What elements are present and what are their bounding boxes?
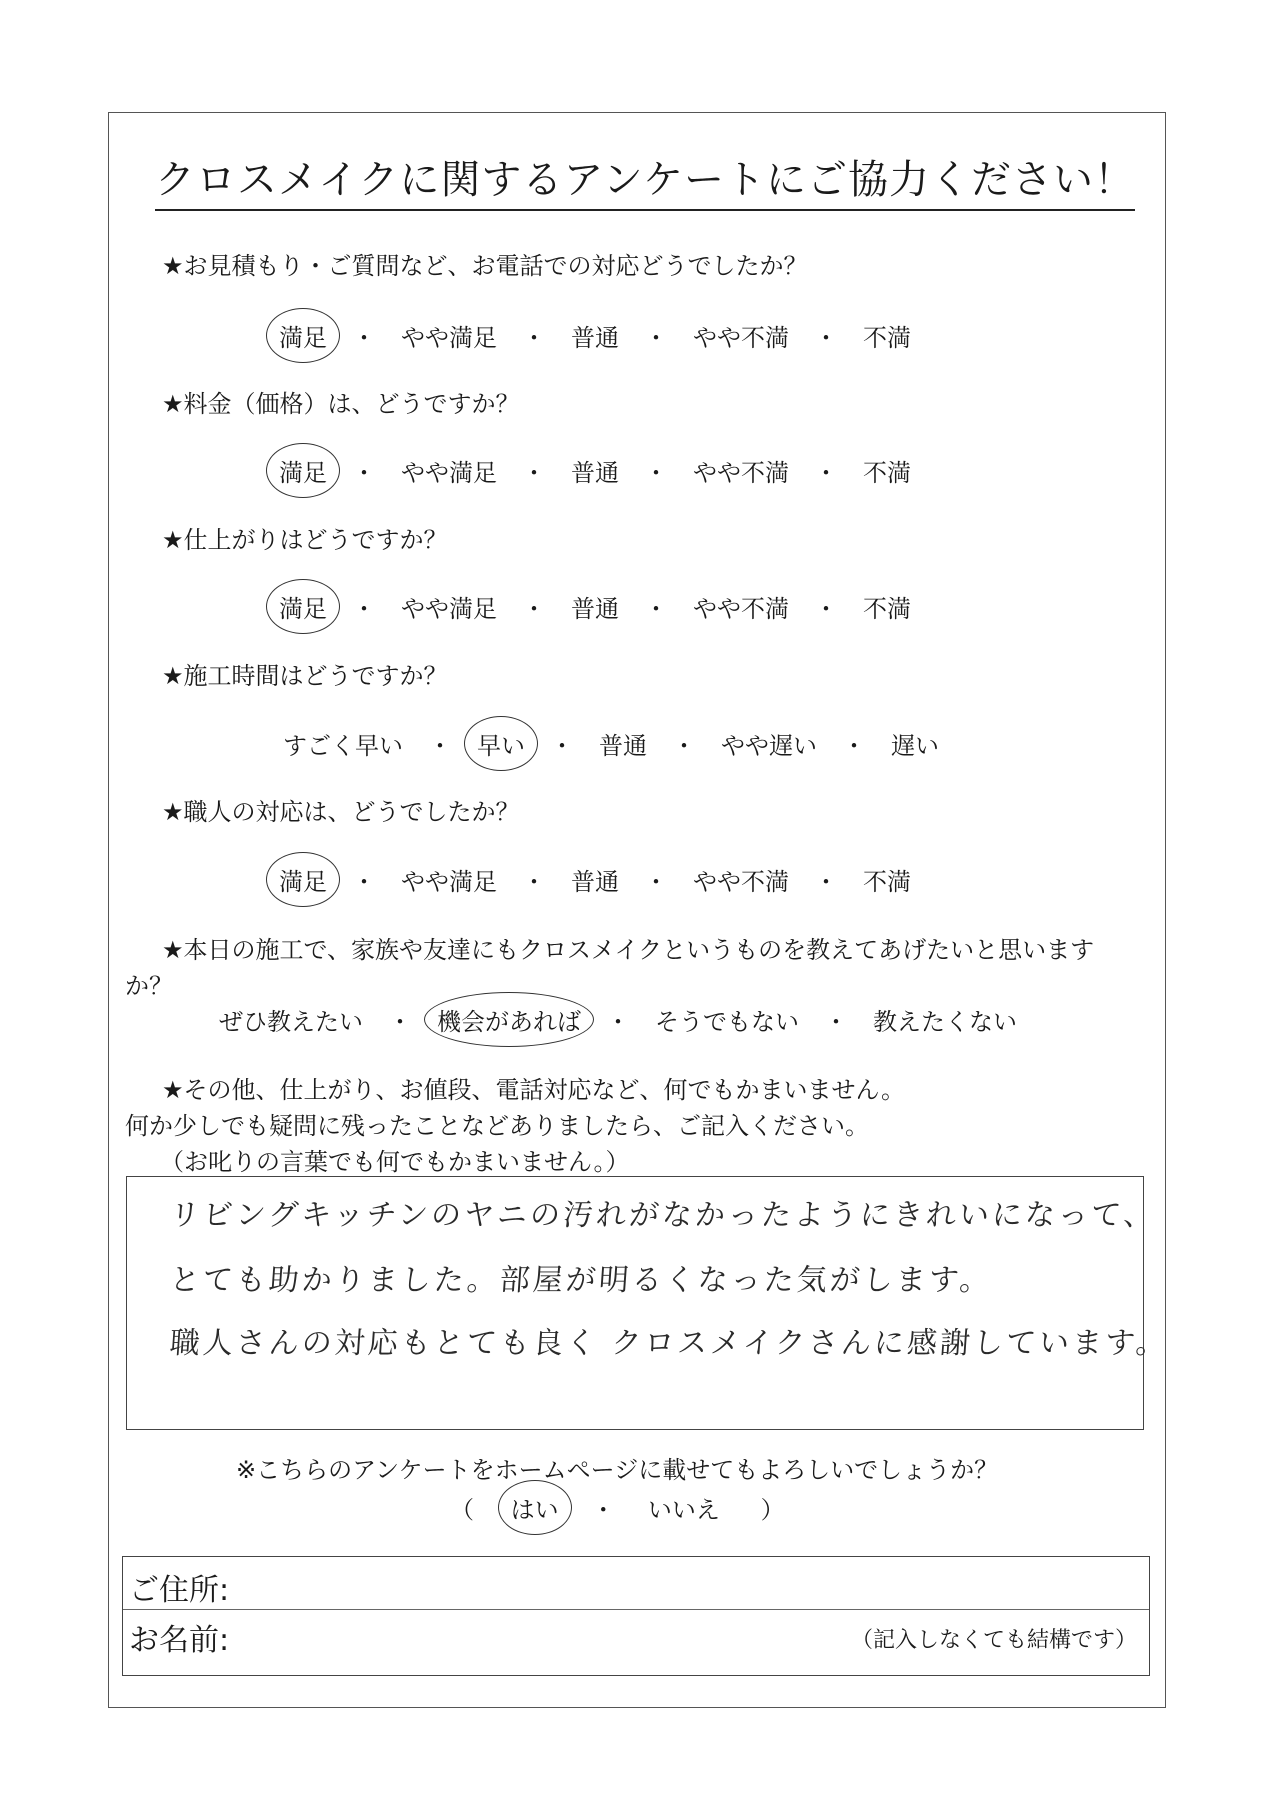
publish-option-yes[interactable]: はい: [508, 1490, 562, 1525]
handwritten-comment-line2: とても助かりました。部屋が明るくなった気がします。: [168, 1263, 994, 1298]
options-craftsman-response: [276, 862, 914, 897]
option-4-0-selected[interactable]: 満足: [276, 862, 330, 897]
separator-dot: ・: [644, 595, 668, 623]
option-2-2[interactable]: 普通: [571, 595, 619, 623]
info-divider: [123, 1609, 1149, 1610]
option-3-0[interactable]: すごく早い: [283, 732, 403, 760]
options-price: [276, 453, 914, 488]
handwritten-comment-line3: 職人さんの対応もとても良く クロスメイクさんに感謝しています。: [168, 1326, 1170, 1361]
publish-open-paren: （: [450, 1496, 474, 1524]
option-3-1-selected[interactable]: 早い: [474, 726, 528, 761]
option-3-2[interactable]: 普通: [599, 732, 647, 760]
options-finish: [276, 589, 914, 624]
option-3-3[interactable]: やや遅い: [721, 732, 817, 760]
option-1-2[interactable]: 普通: [571, 459, 619, 487]
address-label: ご住所:: [129, 1573, 230, 1608]
option-4-1[interactable]: やや満足: [401, 868, 497, 896]
option-5-1-selected[interactable]: 機会があれば: [434, 1002, 584, 1037]
question-finish: ★仕上がりはどうですか？: [162, 526, 448, 554]
separator-dot: ・: [814, 459, 838, 487]
separator-dot: ・: [388, 1008, 412, 1036]
separator-dot: ・: [522, 868, 546, 896]
comments-prompt-note: （お叱りの言葉でも何でもかまいません。）: [160, 1148, 630, 1176]
options-construction-time: [280, 726, 942, 761]
separator-dot: ・: [352, 595, 376, 623]
separator-dot: ・: [352, 324, 376, 352]
option-2-4[interactable]: 不満: [863, 595, 911, 623]
option-1-4[interactable]: 不満: [863, 459, 911, 487]
question-phone-response: ★お見積もり・ご質問など、お電話での対応どうでしたか？: [162, 252, 808, 280]
publish-close-paren: ）: [760, 1496, 785, 1524]
option-0-1[interactable]: やや満足: [401, 324, 497, 352]
publish-options: [450, 1490, 785, 1525]
separator-dot: ・: [644, 324, 668, 352]
question-construction-time: ★施工時間はどうですか？: [162, 662, 448, 690]
option-5-2[interactable]: そうでもない: [655, 1008, 799, 1036]
question-recommend: ★本日の施工で、家族や友達にもクロスメイクというものを教えてあげたいと思います: [162, 936, 1095, 964]
separator-dot: ・: [842, 732, 866, 760]
option-0-2[interactable]: 普通: [571, 324, 619, 352]
option-0-3[interactable]: やや不満: [693, 324, 789, 352]
option-3-4[interactable]: 遅い: [891, 732, 939, 760]
survey-title: クロスメイクに関するアンケートにご協力ください！: [155, 148, 1135, 211]
publish-option-no[interactable]: いいえ: [647, 1496, 720, 1524]
option-2-1[interactable]: やや満足: [401, 595, 497, 623]
option-4-4[interactable]: 不満: [863, 868, 911, 896]
separator-dot: ・: [591, 1496, 616, 1524]
contact-info-box: [122, 1556, 1150, 1676]
option-1-0-selected[interactable]: 満足: [276, 453, 330, 488]
separator-dot: ・: [644, 459, 668, 487]
option-0-0-selected[interactable]: 満足: [276, 318, 330, 353]
option-1-1[interactable]: やや満足: [401, 459, 497, 487]
optional-note: （記入しなくても結構です）: [850, 1628, 1137, 1653]
separator-dot: ・: [522, 324, 546, 352]
publish-question: ※こちらのアンケートをホームページに載せてもよろしいでしょうか？: [236, 1456, 999, 1484]
question-price: ★料金（価格）は、どうですか？: [162, 390, 520, 418]
separator-dot: ・: [428, 732, 452, 760]
option-1-3[interactable]: やや不満: [693, 459, 789, 487]
separator-dot: ・: [522, 595, 546, 623]
separator-dot: ・: [644, 868, 668, 896]
separator-dot: ・: [672, 732, 696, 760]
name-label: お名前:: [129, 1623, 230, 1658]
separator-dot: ・: [522, 459, 546, 487]
option-5-0[interactable]: ぜひ教えたい: [219, 1008, 363, 1036]
option-2-3[interactable]: やや不満: [693, 595, 789, 623]
option-2-0-selected[interactable]: 満足: [276, 589, 330, 624]
separator-dot: ・: [814, 324, 838, 352]
option-5-3[interactable]: 教えたくない: [873, 1008, 1017, 1036]
options-phone-response: [276, 318, 914, 353]
separator-dot: ・: [814, 868, 838, 896]
option-4-2[interactable]: 普通: [571, 868, 619, 896]
separator-dot: ・: [352, 459, 376, 487]
handwritten-comment-line1: リビングキッチンのヤニの汚れがなかったようにきれいになって、: [168, 1198, 1158, 1233]
options-recommend: [216, 1002, 1020, 1037]
option-4-3[interactable]: やや不満: [693, 868, 789, 896]
separator-dot: ・: [824, 1008, 848, 1036]
option-0-4[interactable]: 不満: [863, 324, 911, 352]
question-recommend-cont: か？: [125, 972, 173, 1000]
separator-dot: ・: [606, 1008, 630, 1036]
separator-dot: ・: [352, 868, 376, 896]
comments-prompt-line2: 何か少しでも疑問に残ったことなどありましたら、ご記入ください。: [125, 1112, 869, 1140]
separator-dot: ・: [550, 732, 574, 760]
comments-prompt-line1: ★その他、仕上がり、お値段、電話対応など、何でもかまいません。: [162, 1076, 905, 1104]
question-craftsman-response: ★職人の対応は、どうでしたか？: [162, 798, 520, 826]
separator-dot: ・: [814, 595, 838, 623]
